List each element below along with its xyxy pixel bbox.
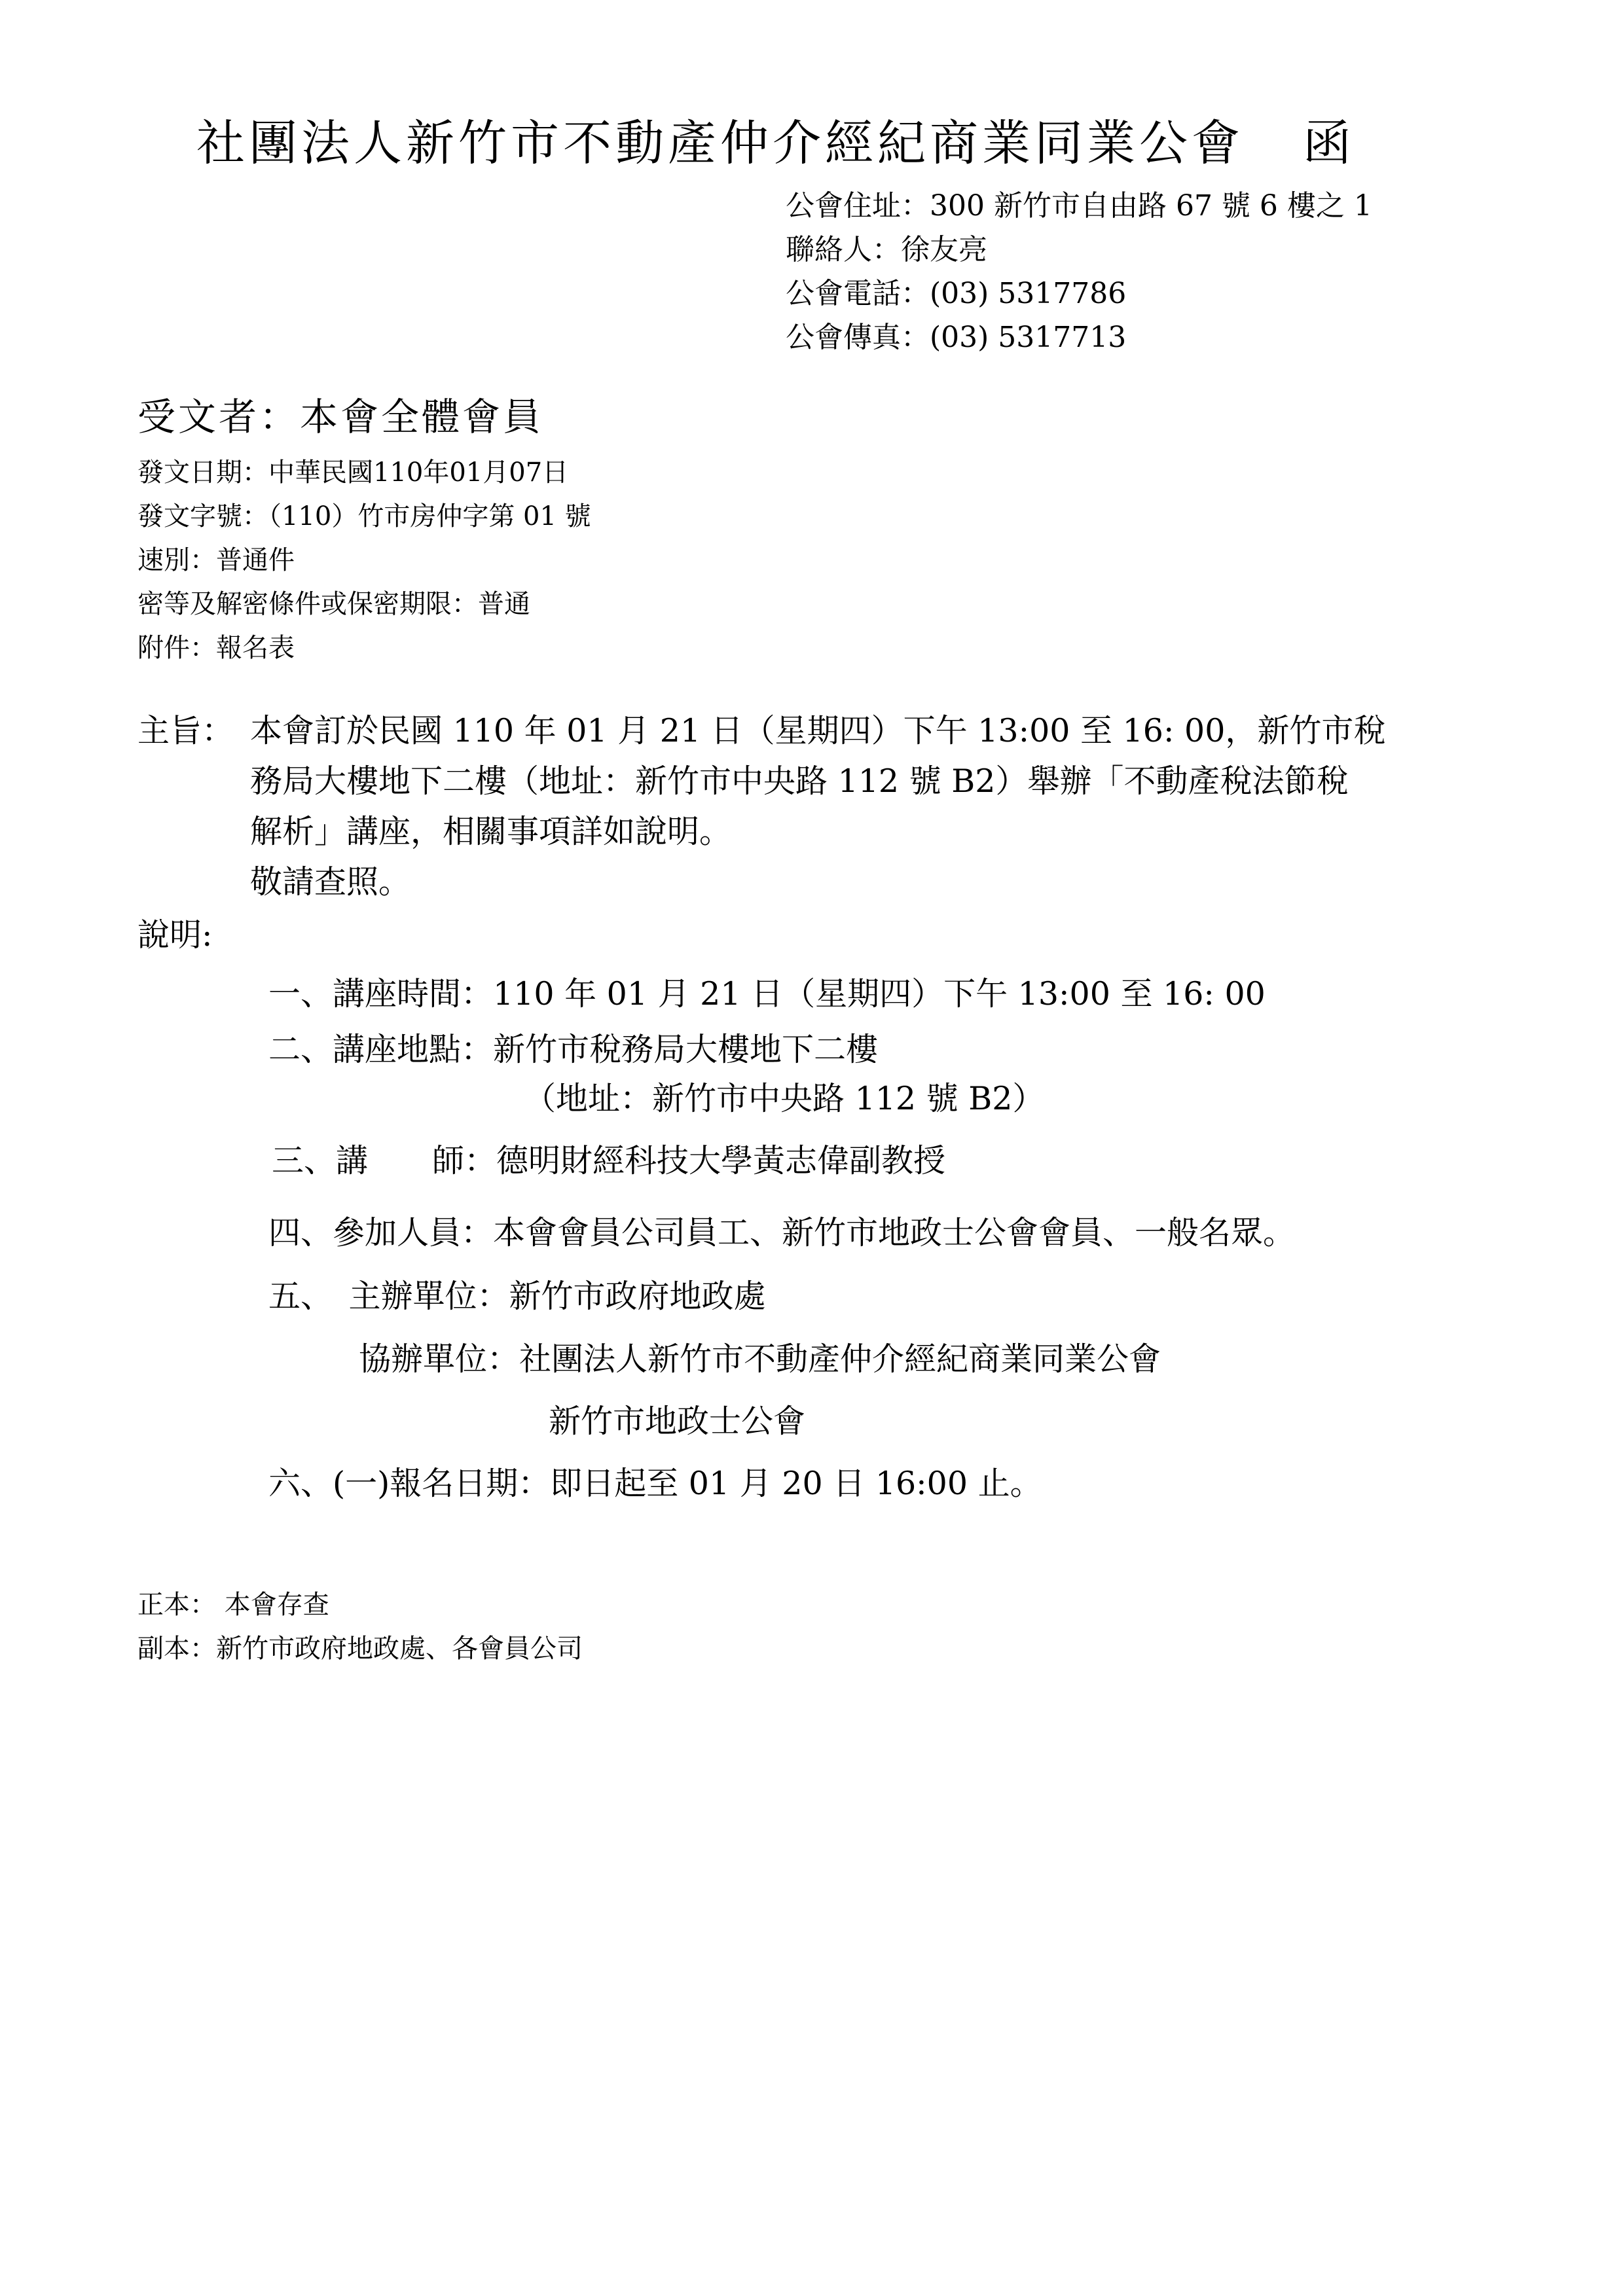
item-location-address: （地址：新竹市中央路 112 號 B2）	[524, 1080, 1045, 1117]
confidentiality: 密等及解密條件或保密期限：普通	[137, 589, 530, 619]
contact-fax: 公會傳真：(03) 5317713	[786, 321, 1127, 354]
original-recipient: 正本： 本會存查	[137, 1590, 329, 1620]
subject-label: 主旨：	[137, 712, 234, 749]
subject-line: 解析」講座，相關事項詳如說明。	[250, 813, 732, 850]
contact-person: 聯絡人：徐友亮	[786, 233, 987, 266]
document-title	[196, 105, 1355, 174]
speed-class: 速別：普通件	[137, 545, 295, 575]
item-participants: 四、參加人員：本會會員公司員工、新竹市地政士公會會員、一般名眾。	[268, 1214, 1296, 1251]
item-co-organizer-2: 新竹市地政士公會	[549, 1403, 806, 1440]
description-label: 說明:	[137, 916, 213, 954]
document-number: 發文字號：（110）竹市房仲字第 01 號	[137, 501, 591, 531]
issue-date: 發文日期：中華民國110年01月07日	[137, 457, 569, 488]
contact-phone: 公會電話：(03) 5317786	[786, 277, 1127, 310]
item-lecturer: 三、講 師：德明財經科技大學黃志偉副教授	[272, 1142, 946, 1179]
contact-address: 公會住址：300 新竹市自由路 67 號 6 樓之 1	[786, 189, 1372, 223]
copy-recipients: 副本：新竹市政府地政處、各會員公司	[137, 1634, 583, 1664]
recipient: 受文者：本會全體會員	[137, 395, 544, 439]
item-organizer: 五、 主辦單位：新竹市政府地政處	[268, 1278, 766, 1315]
attachment: 附件：報名表	[137, 633, 295, 663]
item-registration-date: 六、(一)報名日期：即日起至 01 月 20 日 16:00 止。	[268, 1465, 1042, 1502]
subject-line: 務局大樓地下二樓（地址：新竹市中央路 112 號 B2）舉辦「不動產稅法節稅	[250, 762, 1349, 800]
subject-closing: 敬請查照。	[250, 863, 411, 901]
document-type: 函	[1303, 115, 1355, 171]
item-lecture-location: 二、講座地點：新竹市稅務局大樓地下二樓	[268, 1031, 879, 1068]
item-co-organizer: 協辦單位：社團法人新竹市不動產仲介經紀商業同業公會	[359, 1340, 1161, 1378]
subject-line: 本會訂於民國 110 年 01 月 21 日（星期四）下午 13:00 至 16: 00，新竹市稅	[250, 712, 1386, 749]
item-lecture-time: 一、講座時間：110 年 01 月 21 日（星期四）下午 13:00 至 16: 00	[268, 975, 1266, 1013]
organization-name: 社團法人新竹市不動產仲介經紀商業同業公會	[196, 115, 1244, 171]
